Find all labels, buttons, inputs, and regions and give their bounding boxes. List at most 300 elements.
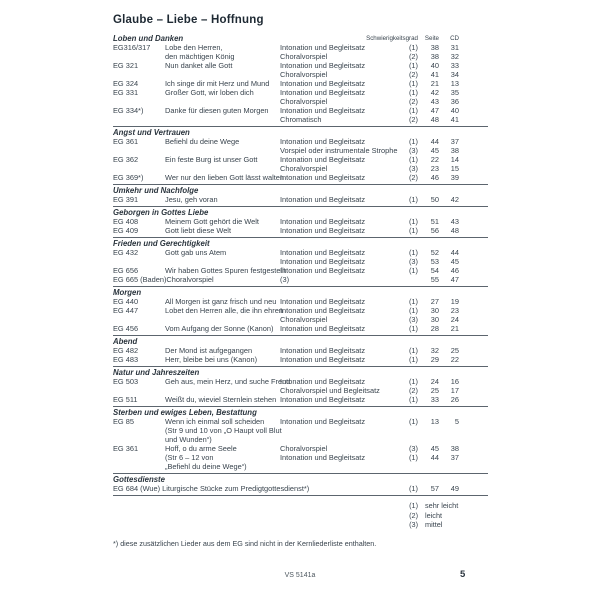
cell-number: EG 432 [113,248,139,257]
legend-row [113,501,488,511]
song-row [113,266,459,275]
legend-spacer [113,501,398,511]
cell-number: EG 391 [113,195,139,204]
cell-grade: (3) [408,444,418,453]
cell-cd: 48 [450,226,459,235]
column-headers [113,35,488,44]
cell-cd: 21 [450,324,459,333]
cell-number: EG 503 [113,377,139,386]
cell-cd: 49 [450,484,459,493]
cell-number [113,97,165,106]
cell-page: 23 [430,164,439,173]
legend-spacer [113,520,398,530]
cell-grade: (3) [408,257,418,266]
section [113,406,488,473]
cell-type: Choralvorspiel [280,315,328,324]
cell-title: Der Mond ist aufgegangen [165,346,253,355]
cell-grade: (1) [408,306,418,315]
cell-type: Intonation und Begleitsatz [280,417,366,426]
cell-grade: (1) [408,155,418,164]
page-title: Glaube – Liebe – Hoffnung [113,14,264,26]
cell-cd: 36 [450,97,459,106]
cell-grade: (1) [408,43,418,52]
cell-grade: (3) [408,146,418,155]
song-row [113,248,459,257]
cell-title: Gott gab uns Atem [165,248,227,257]
cell-cd: 39 [450,173,459,182]
cell-title: Vom Aufgang der Sonne (Kanon) [165,324,274,333]
cell-grade [398,426,418,435]
cell-page: 40 [430,61,439,70]
section-heading: Sterben und ewiges Leben, Bestattung [113,408,257,417]
cell-type: Intonation und Begleitsatz [280,395,366,404]
cell-type: Intonation und Begleitsatz [280,355,366,364]
cell-page: 44 [430,453,439,462]
cell-title: All Morgen ist ganz frisch und neu [165,297,277,306]
section [113,184,488,206]
cell-type: Chromatisch [280,115,322,124]
cell-grade: (1) [408,484,418,493]
cell-number: EG 447 [113,306,139,315]
cell-title [165,146,280,155]
cell-number [113,115,165,124]
section [113,237,488,286]
cell-type: Intonation und Begleitsatz [280,306,366,315]
cell-cd: 38 [450,444,459,453]
song-row [113,155,459,164]
song-row [113,453,459,462]
cell-number: EG 483 [113,355,139,364]
song-row [113,377,459,386]
cell-title: Danke für diesen guten Morgen [165,106,269,115]
cell-grade: (1) [408,346,418,355]
cell-title: (Str 6 – 12 von [165,453,214,462]
cell-title [165,164,280,173]
song-row [113,173,459,182]
song-row [113,217,459,226]
cell-page: 28 [430,324,439,333]
cell-page: 48 [430,115,439,124]
cell-grade: (1) [408,137,418,146]
cell-grade: (1) [408,395,418,404]
cell-type: Intonation und Begleitsatz [280,377,366,386]
cell-type: Intonation und Begleitsatz [280,324,366,333]
cell-number: EG 321 [113,61,139,70]
song-row [113,146,459,155]
cell-cd: 41 [450,115,459,124]
cell-page: 45 [430,444,439,453]
cell-cd: 35 [450,88,459,97]
cell-page: 24 [430,377,439,386]
section [113,126,488,184]
cell-number [113,164,165,173]
section-heading: Frieden und Gerechtigkeit [113,239,210,248]
cell-page: 45 [430,146,439,155]
cell-grade: (1) [408,453,418,462]
cell-title: „Befiehl du deine Wege“) [165,462,247,471]
cell-page: 51 [430,217,439,226]
song-row [113,395,459,404]
cell-grade: (1) [408,88,418,97]
song-row [113,315,459,324]
cell-title: Hoff, o du arme Seele [165,444,237,453]
cell-number: EG 665 (Baden)Choralvorspiel [113,275,214,284]
cell-cd: 5 [454,417,459,426]
cell-cd: 37 [450,453,459,462]
cell-cd: 26 [450,395,459,404]
cell-page: 33 [430,395,439,404]
sections-container [113,33,488,495]
cell-type: Intonation und Begleitsatz [280,453,366,462]
section-heading: Angst und Vertrauen [113,128,190,137]
cell-page: 56 [430,226,439,235]
cell-cd: 42 [450,195,459,204]
song-row [113,275,459,284]
cell-cd: 14 [450,155,459,164]
cell-cd: 31 [450,43,459,52]
cell-grade: (1) [408,266,418,275]
cell-title [165,97,280,106]
section-heading: Umkehr und Nachfolge [113,186,199,195]
section-heading: Gottesdienste [113,475,165,484]
section-heading: Morgen [113,288,142,297]
cell-grade: (1) [408,377,418,386]
cell-number [113,435,165,444]
cell-grade: (1) [408,226,418,235]
section-heading: Natur und Jahreszeiten [113,368,200,377]
cell-page: 47 [430,106,439,115]
cell-cd: 22 [450,355,459,364]
cell-number [113,52,165,61]
cell-page: 38 [430,52,439,61]
cell-type: Intonation und Begleitsatz [280,43,366,52]
cell-cd: 44 [450,248,459,257]
cell-page [418,462,439,471]
cell-number: EG 85 [113,417,134,426]
cell-number [113,70,165,79]
section [113,473,488,495]
cell-page: 57 [430,484,439,493]
song-row [113,106,459,115]
catalog-number: VS 5141a [284,572,316,579]
cell-type: Choralvorspiel [280,444,328,453]
cell-grade: (1) [408,248,418,257]
cell-title: Wir haben Gottes Spuren festgestellt [165,266,286,275]
cell-type: Intonation und Begleitsatz [280,106,366,115]
page-number: 5 [460,569,466,580]
cell-title [165,115,280,124]
cell-grade: (1) [408,297,418,306]
table-end-rule [113,495,488,496]
cell-type: Intonation und Begleitsatz [280,155,366,164]
cell-page [418,426,439,435]
song-row [113,52,459,61]
cell-cd: 23 [450,306,459,315]
cell-cd: 15 [450,164,459,173]
legend-label: sehr leicht [425,501,459,510]
cell-number: EG 482 [113,346,139,355]
cell-title [165,257,280,266]
cell-grade: (1) [408,106,418,115]
cell-cd: 32 [450,52,459,61]
cell-type: Choralvorspiel [280,164,328,173]
cell-page: 41 [430,70,439,79]
cell-cd: 34 [450,70,459,79]
cell-grade: (2) [408,386,418,395]
cell-grade: (2) [408,52,418,61]
cell-page [418,435,439,444]
song-row [113,115,459,124]
cell-page: 46 [430,173,439,182]
legend-grade: (3) [409,520,418,529]
song-row [113,484,459,493]
song-row [113,306,459,315]
difficulty-legend [113,501,488,530]
cell-number: EG 656 [113,266,139,275]
cell-page: 42 [430,88,439,97]
song-row [113,257,459,266]
cell-number: EG316/317 [113,43,151,52]
cell-title: den mächtigen König [165,52,235,61]
cell-number: EG 408 [113,217,139,226]
col-header-cd: CD [450,35,459,42]
cell-grade [398,462,418,471]
song-row [113,297,459,306]
cell-page: 55 [430,275,439,284]
cell-page: 32 [430,346,439,355]
cell-cd: 25 [450,346,459,355]
cell-title: Lobet den Herren alle, die ihn ehren [165,306,283,315]
song-row [113,43,459,52]
legend-row [113,520,488,530]
song-row [113,426,459,435]
legend-grade: (2) [409,510,418,520]
cell-number: EG 511 [113,395,138,404]
cell-cd [439,435,459,444]
cell-type: Intonation und Begleitsatz [280,257,366,266]
cell-cd: 46 [450,266,459,275]
col-header-grade: Schwierigkeitsgrad [366,35,418,42]
cell-number: EG 684 (Wue) Liturgische Stücke zum Predigtgottesdienst*) [113,484,310,493]
cell-cd: 17 [450,386,459,395]
cell-title: Befiehl du deine Wege [165,137,240,146]
cell-cd: 45 [450,257,459,266]
cell-page: 43 [430,97,439,106]
section-heading: Loben und Danken [113,34,184,43]
cell-title: Wer nur den lieben Gott lässt walten [165,173,284,182]
cell-grade: (1) [408,217,418,226]
song-row [113,324,459,333]
cell-type [280,462,398,471]
cell-title: Ich singe dir mit Herz und Mund [165,79,270,88]
cell-type [280,435,398,444]
cell-cd [439,462,459,471]
cell-type: Choralvorspiel [280,97,328,106]
cell-type: Intonation und Begleitsatz [280,346,366,355]
song-row [113,61,459,70]
song-row [113,97,459,106]
section-heading: Geborgen in Gottes Liebe [113,208,209,217]
cell-title: (Str 9 und 10 von „O Haupt voll Blut [165,426,282,435]
cell-cd: 33 [450,61,459,70]
cell-cd: 43 [450,217,459,226]
cell-number: EG 324 [113,79,139,88]
cell-number: EG 409 [113,226,139,235]
cell-number [113,386,165,395]
cell-grade: (1) [408,417,418,426]
cell-number: EG 361 [113,444,139,453]
cell-title [165,315,280,324]
cell-title: und Wunden“) [165,435,212,444]
cell-grade: (2) [408,70,418,79]
cell-number: EG 361 [113,137,139,146]
cell-grade: (1) [408,324,418,333]
song-row [113,70,459,79]
song-row [113,346,459,355]
section [113,286,488,335]
song-row [113,137,459,146]
cell-title: Ein feste Burg ist unser Gott [165,155,258,164]
cell-page: 44 [430,137,439,146]
cell-page: 38 [430,43,439,52]
cell-title: Herr, bleibe bei uns (Kanon) [165,355,258,364]
cell-cd: 47 [450,275,459,284]
cell-number: EG 334*) [113,106,144,115]
cell-title: Wenn ich einmal soll scheiden [165,417,265,426]
song-row [113,195,459,204]
cell-title: Großer Gott, wir loben dich [165,88,254,97]
cell-page: 27 [430,297,439,306]
section [113,33,488,126]
legend-label: leicht [425,510,443,520]
cell-cd: 16 [450,377,459,386]
cell-page: 25 [430,386,439,395]
cell-number [113,453,165,462]
cell-type: (3) [280,275,290,284]
cell-grade: (1) [408,195,418,204]
cell-page: 54 [430,266,439,275]
cell-page: 22 [430,155,439,164]
cell-type: Vorspiel oder instrumentale Strophe [280,146,398,155]
section [113,335,488,366]
cell-number [113,315,165,324]
cell-number: EG 440 [113,297,139,306]
cell-cd: 24 [450,315,459,324]
cell-grade [398,435,418,444]
cell-type: Intonation und Begleitsatz [280,195,366,204]
cell-grade: (1) [408,79,418,88]
cell-grade [398,275,418,284]
legend-label: mittel [425,520,443,529]
cell-type [280,426,398,435]
cell-number [113,426,165,435]
footnote: *) diese zusätzlichen Lieder aus dem EG sind nicht in der Kernliederliste enthalten. [113,538,377,548]
cell-type: Intonation und Begleitsatz [280,266,366,275]
cell-type: Intonation und Begleitsatz [280,137,366,146]
song-row [113,164,459,173]
cell-cd: 13 [450,79,459,88]
song-row [113,88,459,97]
cell-number: EG 369*) [113,173,144,182]
cell-type: Intonation und Begleitsatz [280,173,366,182]
cell-page: 30 [430,306,439,315]
cell-cd: 38 [450,146,459,155]
cell-type: Intonation und Begleitsatz [280,226,366,235]
song-row [113,226,459,235]
song-row [113,355,459,364]
song-row [113,462,459,471]
cell-title: Lobe den Herren, [165,43,223,52]
cell-cd [439,426,459,435]
cell-number: EG 362 [113,155,139,164]
cell-number: EG 331 [113,88,139,97]
section [113,206,488,237]
cell-type: Intonation und Begleitsatz [280,88,366,97]
cell-title: Gott liebt diese Welt [165,226,231,235]
section [113,366,488,406]
cell-type: Intonation und Begleitsatz [280,61,366,70]
cell-type: Intonation und Begleitsatz [280,217,366,226]
cell-type: Choralvorspiel [280,70,328,79]
legend-grade: (1) [409,501,418,510]
cell-type: Choralvorspiel [280,52,328,61]
cell-page: 13 [430,417,439,426]
cell-cd: 19 [450,297,459,306]
page [113,14,488,548]
col-header-page: Seite [424,35,439,42]
legend-spacer [113,511,398,521]
cell-page: 30 [430,315,439,324]
cell-page: 52 [430,248,439,257]
song-row [113,435,459,444]
cell-title: Nun danket alle Gott [165,61,233,70]
cell-type: Choralvorspiel und Begleitsatz [280,386,380,395]
cell-grade: (3) [408,315,418,324]
cell-title: Geh aus, mein Herz, und suche Freud [165,377,291,386]
cell-page: 21 [430,79,439,88]
cell-page: 53 [430,257,439,266]
cell-type: Intonation und Begleitsatz [280,248,366,257]
cell-page: 29 [430,355,439,364]
cell-title: Jesu, geh voran [165,195,218,204]
cell-cd: 40 [450,106,459,115]
cell-grade: (1) [408,355,418,364]
cell-number [113,462,165,471]
cell-type: Intonation und Begleitsatz [280,297,366,306]
song-row [113,417,459,426]
cell-page: 50 [430,195,439,204]
cell-grade: (2) [408,97,418,106]
cell-number: EG 456 [113,324,139,333]
section-heading: Abend [113,337,138,346]
legend-row [113,511,488,521]
cell-grade: (2) [408,115,418,124]
cell-grade: (3) [408,164,418,173]
cell-title: Weißt du, wieviel Sternlein stehen [165,395,277,404]
cell-title [165,70,280,79]
cell-cd: 37 [450,137,459,146]
song-row [113,386,459,395]
cell-title [165,386,280,395]
cell-title: Meinem Gott gehört die Welt [165,217,259,226]
cell-number [113,146,165,155]
song-row [113,444,459,453]
cell-type: Intonation und Begleitsatz [280,79,366,88]
cell-grade: (2) [408,173,418,182]
cell-number [113,257,165,266]
cell-grade: (1) [408,61,418,70]
song-row [113,79,459,88]
